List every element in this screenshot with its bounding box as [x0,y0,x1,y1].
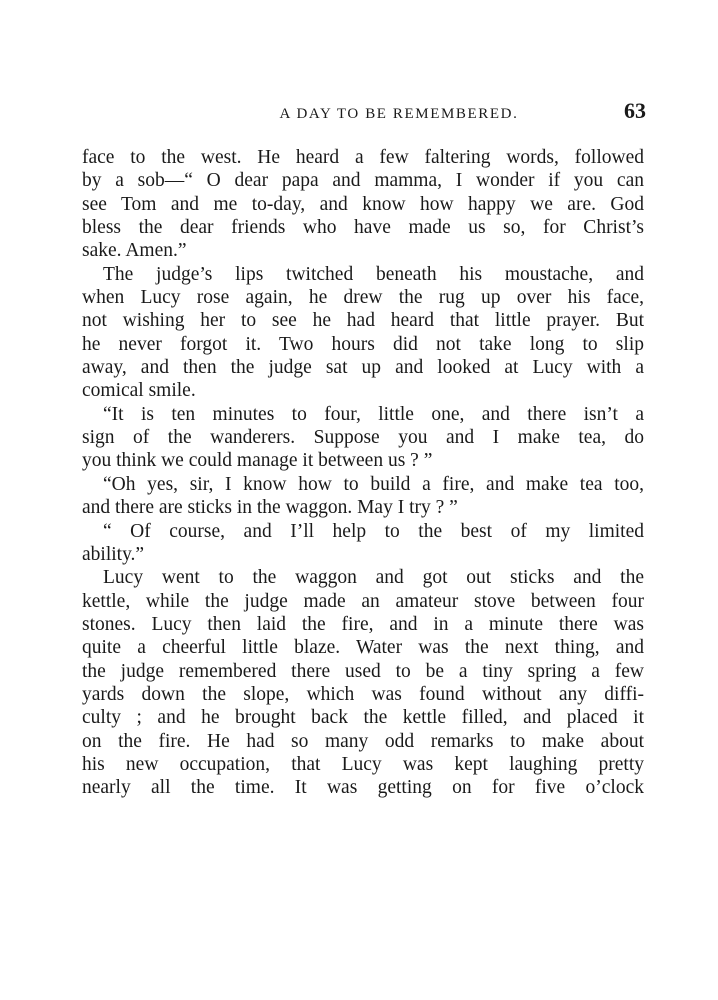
text-line: stones. Lucy then laid the fire, and in a minute there was [82,613,644,635]
text-line: sign of the wanderers. Suppose you and I make tea, do [82,427,644,449]
text-line: culty ; and he brought back the kettle filled, and placed it [82,707,644,729]
text-line: see Tom and me to-day, and know how happy we are. God [82,193,644,215]
text-line: bless the dear friends who have made us so, for Christ’s [82,217,644,239]
text-line: his new occupation, that Lucy was kept laughing pretty [82,753,644,775]
text-line: “It is ten minutes to four, little one, and there isn’t a [103,403,644,425]
text-line: when Lucy rose again, he drew the rug up over his face, [82,287,644,309]
text-line: by a sob—“ O dear papa and mamma, I wonder if you can [82,170,644,192]
text-line: comical smile. [82,380,196,402]
text-line: away, and then the judge sat up and looked at Lucy with a [82,357,644,379]
text-line: you think we could manage it between us ? ” [82,450,433,472]
body-text [82,146,644,800]
text-line: and there are sticks in the waggon. May I try ? ” [82,497,458,519]
page-number: 63 [624,98,646,123]
running-head [82,98,646,132]
text-line: The judge’s lips twitched beneath his moustache, and [103,263,644,285]
running-title: A DAY TO BE REMEMBERED. [279,106,519,122]
text-line: yards down the slope, which was found without any diffi- [82,683,644,705]
text-line: nearly all the time. It was getting on for five o’clock [82,777,644,799]
text-line: the judge remembered there used to be a tiny spring a few [82,660,644,682]
text-line: ability.” [82,543,145,565]
text-line: face to the west. He heard a few faltering words, followed [82,147,644,168]
text-line: he never forgot it. Two hours did not take long to slip [82,333,644,355]
text-line: on the fire. He had so many odd remarks to make about [82,730,644,752]
text-line: “Oh yes, sir, I know how to build a fire, and make tea too, [103,473,644,495]
text-line: sake. Amen.” [82,240,187,262]
text-line: kettle, while the judge made an amateur stove between four [82,590,644,612]
text-line: quite a cheerful little blaze. Water was the next thing, and [82,637,644,659]
text-line: Lucy went to the waggon and got out sticks and the [103,567,644,589]
text-line: “ Of course, and I’ll help to the best of my limited [103,520,644,542]
text-line: not wishing her to see he had heard that little prayer. But [82,310,644,332]
